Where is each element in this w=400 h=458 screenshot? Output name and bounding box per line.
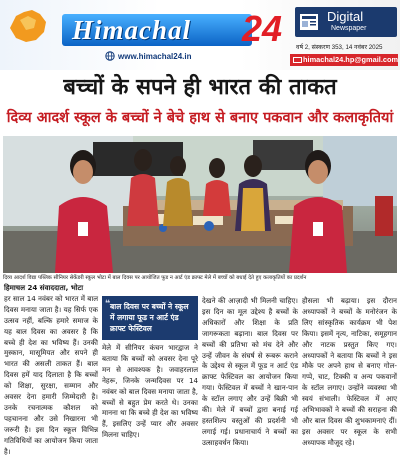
- quote-mark-icon: ❝: [105, 299, 111, 309]
- photo-caption: दिव्य आदर्श विद्या पब्लिक सीनियर सेकेंडरी स्कूल भोटा में बाल दिवस पर आयोजित फूड न आर्ट एंड क्राफ्ट मेले में बच्चों को बधाई देते हुए कलाकृतियों का प्रदर्शन: [3, 275, 307, 281]
- article-column-2: [102, 343, 198, 443]
- subheadline: दिव्य आदर्श स्कूल के बच्चों ने बेचे हाथ से बनाए पकवान और कलाकृतियां: [6, 110, 394, 126]
- himachal-map-icon: [6, 6, 50, 46]
- column-1-text: हर साल 14 नवंबर को भारत में बाल दिवस मनाया जाता है। यह सिर्फ एक उत्सव नहीं, बल्कि हमारे समाज के यह बाल दिवस का अवसर है कि बच्चे ही देश का भविष्य हैं। उनकी मुस्कान, मासूमियत और सपने ही भारत की असली ताकत हैं। बाल दिवस हमें याद दिलाता है कि बच्चों को शिक्षा, सुरक्षा, सम्मान और अवसर देना हमारी जिम्मेदारी है। उनके रचनात्मक कौशल को पहचानना और उसे निखारना भी जरूरी है। इस दिन स्कूल विभिन्न गतिविधियों का आयोजन किया जाता है।: [4, 293, 98, 456]
- event-photo: [3, 136, 397, 273]
- column-2-text: मेले में सीनियर कंचन भारद्वाज ने बताया कि बच्चों को अवसर देना पूरे मन से आवश्यक है। जवाहरलाल नेहरू, जिनके जन्मदिवस पर 14 नवंबर को बाल दिवस मनाया जाता है, बच्चों से बहुत प्रेम करते थे। उनका मानना था कि बच्चे ही देश का भविष्य हैं, इसलिए उन्हें प्यार और अवसर मिलना चाहिए।: [102, 343, 198, 440]
- website-url[interactable]: www.himachal24.in: [118, 52, 192, 61]
- article-column-1: [4, 283, 98, 456]
- event-photo-illustration: [3, 136, 397, 273]
- pull-quote: [102, 296, 198, 340]
- column-3-text: देखने की आज़ादी भी मिलनी चाहिए। इस दिन का मूल उद्देश्य है बच्चों के अधिकारों और शिक्षा के प्रति जागरूकता बढ़ाना। बाल दिवस पर बच्चों की प्रतिभा को मंच देने और उन्हें जीवन के संघर्ष से रूबरू कराने के उद्देश्य से स्कूल में फूड न आर्ट एंड क्राफ्ट फेस्टिवल का आयोजन किया गया। फेस्टिवल में बच्चों ने खान-पान के स्टॉल लगाए और उन्हें बिक्री भी की। मेले में बच्चों द्वारा बनाई गई हस्तशिल्प वस्तुओं की प्रदर्शनी भी लगाई गई। प्रधानाचार्य ने बच्चों का उत्साहवर्धन किया।: [202, 296, 298, 447]
- mail-icon: [293, 57, 302, 63]
- globe-icon: [105, 51, 115, 61]
- brand-number: 24: [242, 8, 283, 49]
- masthead: [0, 0, 400, 70]
- brand-wordmark: Himachal: [62, 14, 252, 46]
- issue-line: वर्ष 2, संस्करण 353, 14 नवंबर 2025: [296, 44, 383, 51]
- article-column-3: [202, 296, 298, 447]
- newspaper-icon: [299, 12, 321, 32]
- email-bar[interactable]: [290, 54, 398, 66]
- newspaper-label: Newspaper: [331, 25, 367, 32]
- headline: बच्चों के सपने ही भारत की ताकत: [63, 75, 337, 100]
- column-4-text: हौसला भी बढ़ाया। इस दौरान अध्यापकों ने बच्चों के मनोरंजन के लिए सांस्कृतिक कार्यक्रम भी पेश किया। इसमें नृत्य, नाटिका, समूहगान और नाटक प्रस्तुत किए गए। अध्यापकों ने बताया कि बच्चों ने इस मौके पर अपने हाथ से बनाए गोल-गप्पे, चाट, टिक्की व अन्य पकवानों के स्टॉल लगाए। उन्होंने व्यवस्था भी स्वयं संभाली। फेस्टिवल में आए अभिभावकों ने बच्चों की सराहना की और बाल दिवस की शुभकामनाएं दीं। इस अवसर पर स्कूल के सभी अध्यापक मौजूद रहे।: [302, 296, 397, 447]
- digital-newspaper-badge: [295, 7, 397, 37]
- digital-label: Digital: [327, 9, 364, 24]
- article-column-4: [302, 296, 397, 447]
- pull-quote-text: बाल दिवस पर बच्चों ने स्कूल में लगाया फूड न आर्ट एंड क्राफ्ट फेस्टिवल: [110, 302, 189, 333]
- email-address[interactable]: himachal24.hp@gmail.com: [303, 55, 399, 64]
- dateline: हिमाचल 24 संवाददाता, भोटा: [4, 283, 84, 292]
